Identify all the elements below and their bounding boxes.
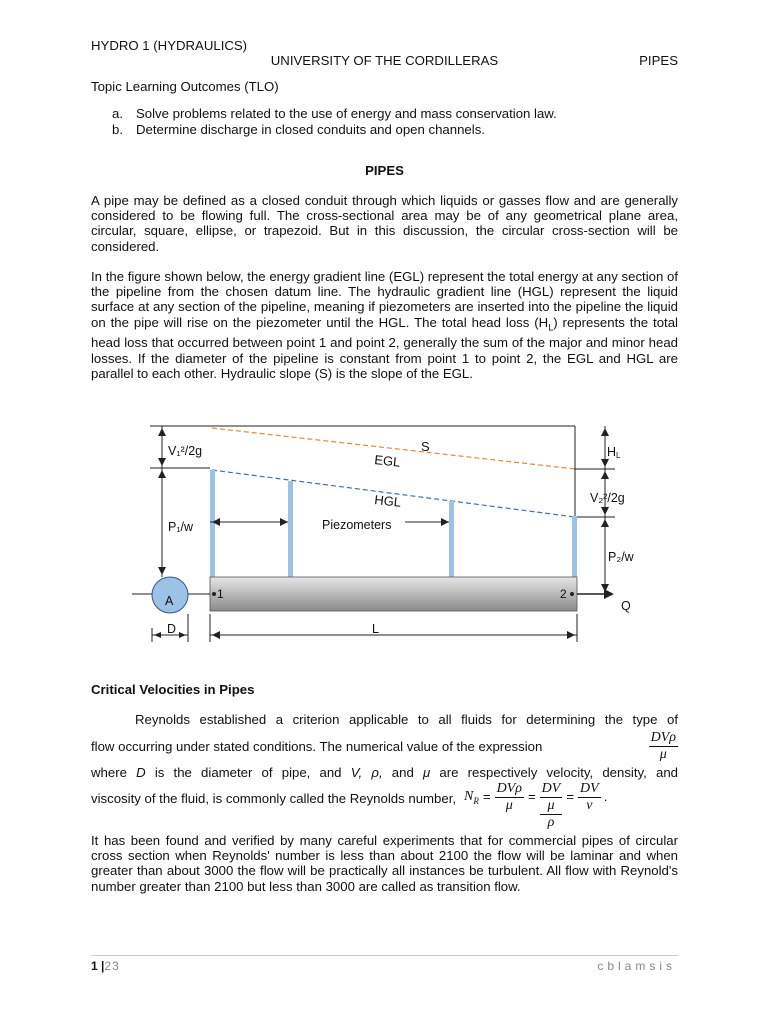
reynolds-number-line bbox=[91, 781, 678, 831]
subsection-title: Critical Velocities in Pipes bbox=[91, 682, 255, 697]
fraction-numerator: DVρ bbox=[650, 730, 676, 745]
piezometer-tube bbox=[210, 470, 215, 577]
egl-label: EGL bbox=[373, 452, 402, 470]
nr-subscript: R bbox=[473, 795, 479, 806]
reynolds-text: where bbox=[91, 765, 137, 780]
fraction-denominator: μ bbox=[659, 747, 667, 762]
var-list: V, ρ, bbox=[350, 765, 383, 780]
reynolds-fraction-2 bbox=[540, 781, 563, 831]
section-title: PIPES bbox=[365, 163, 404, 178]
reynolds-text: is the diameter of pipe, and bbox=[145, 765, 351, 780]
list-text: Determine discharge in closed conduits and open channels. bbox=[136, 122, 485, 137]
reynolds-fraction-1 bbox=[495, 781, 524, 814]
fraction-numerator: DV bbox=[580, 781, 599, 796]
reynolds-line: Reynolds established a criterion applicable to all fluids for determining the type of bbox=[135, 712, 678, 727]
head-loss-text: H bbox=[607, 445, 617, 459]
footer-divider bbox=[91, 955, 678, 956]
p1-label: P₁/w bbox=[168, 520, 194, 534]
pipe bbox=[210, 577, 577, 611]
var-d: D bbox=[136, 765, 146, 780]
paragraph-text: ) represents the total head loss that occurred between point 1 and point 2, generally the sum of the major and minor head losses. If the diameter of the pipeline is constant from point 1 to point 2, the EGL and HGL are parallel to each other. Hydraulic slope (S) is the slope of the EGL. bbox=[91, 314, 678, 381]
course-header: HYDRO 1 (HYDRAULICS) bbox=[91, 38, 248, 53]
length-label: L bbox=[372, 622, 379, 636]
topic-name: PIPES bbox=[639, 53, 678, 68]
page-number bbox=[91, 959, 120, 973]
nr-symbol: N bbox=[464, 789, 474, 804]
fraction-numerator: DV bbox=[541, 781, 561, 796]
current-page: 1 bbox=[91, 959, 98, 973]
discharge-label: Q bbox=[621, 599, 631, 613]
fraction-denominator: ν bbox=[586, 798, 593, 813]
point-1-marker bbox=[212, 592, 216, 596]
piezometers-label: Piezometers bbox=[322, 518, 392, 532]
reynolds-paragraph bbox=[91, 712, 678, 831]
author: cblamsis bbox=[597, 959, 676, 973]
list-text: Solve problems related to the use of energy and mass conservation law. bbox=[136, 106, 557, 121]
equals-sign: = bbox=[566, 789, 575, 804]
piezometer-tube bbox=[288, 481, 293, 577]
reynolds-fraction-3 bbox=[578, 781, 601, 814]
paragraph-intro: A pipe may be defined as a closed conduit through which liquids or gasses flow and are generally considered to be flowing full. The cross-sectional area may be of any geometrical plane area, circular, square, ellipse, or trapezoid. But in this discussion, the circular cross-section will be considered. bbox=[91, 193, 678, 254]
reynolds-line bbox=[91, 730, 678, 763]
tlo-title: Topic Learning Outcomes (TLO) bbox=[91, 79, 279, 94]
piezometer-tube bbox=[572, 516, 577, 577]
reynolds-line bbox=[91, 765, 678, 781]
reynolds-text: flow occurring under stated conditions. The numerical value of the expression bbox=[91, 738, 543, 754]
reynolds-text: viscosity of the fluid, is commonly called the Reynolds number, bbox=[91, 791, 457, 806]
v1-label: V₁²/2g bbox=[168, 444, 203, 458]
area-label: A bbox=[165, 594, 174, 608]
reynolds-text: and bbox=[382, 765, 423, 780]
fraction-sub-denominator: ρ bbox=[547, 815, 555, 830]
total-pages: 23 bbox=[104, 959, 120, 973]
expression-fraction bbox=[649, 730, 678, 763]
list-key: a. bbox=[112, 106, 123, 121]
equals-sign: = bbox=[527, 789, 536, 804]
point-2-marker bbox=[570, 592, 574, 596]
period: . bbox=[603, 789, 608, 804]
head-loss-subscript: L bbox=[616, 451, 621, 460]
reynolds-symbol bbox=[464, 789, 479, 809]
university-name: UNIVERSITY OF THE CORDILLERAS bbox=[270, 53, 499, 68]
fraction-numerator: DVρ bbox=[496, 781, 522, 796]
piezometer-tube bbox=[449, 501, 454, 577]
head-loss-label bbox=[607, 445, 621, 460]
point-1-label: 1 bbox=[217, 587, 224, 601]
paragraph-text: In the figure shown below, the energy gradient line (EGL) represent the total energy at any section of the pipeline from the chosen datum line. The hydraulic gradient line (HGL) represent the liquid surface at any section of the pipeline, meaning if piezometers are inserted into the pipeline the liquid on the pipe will rise on the piezometer until the HGL. The total head loss (H bbox=[91, 269, 678, 330]
hgl-label: HGL bbox=[373, 492, 402, 510]
diameter-label: D bbox=[167, 622, 177, 636]
equals-sign: = bbox=[482, 789, 491, 804]
page-separator: | bbox=[101, 959, 105, 973]
point-2-label: 2 bbox=[560, 587, 567, 601]
list-key: b. bbox=[112, 122, 123, 137]
p2-label: P₂/w bbox=[608, 550, 634, 564]
fraction-denominator: μ bbox=[505, 798, 513, 813]
subscript: L bbox=[548, 322, 554, 333]
reynolds-text: are respectively velocity, density, and bbox=[430, 765, 678, 780]
paragraph-flow-regimes: It has been found and verified by many careful experiments that for commercial pipes of circular cross section when Reynolds' number is less than about 2100 the flow will be laminar and when greater than about 3000 the flow will be practically all instances be turbulent. All flow with Reynold's number greater than 2100 but less than 3000 are called as transition flow. bbox=[91, 833, 678, 894]
v2-label: V₂²/2g bbox=[590, 491, 625, 505]
slope-label: S bbox=[421, 439, 430, 454]
var-mu: μ bbox=[423, 765, 431, 780]
fraction-denominator: μ bbox=[540, 798, 563, 815]
